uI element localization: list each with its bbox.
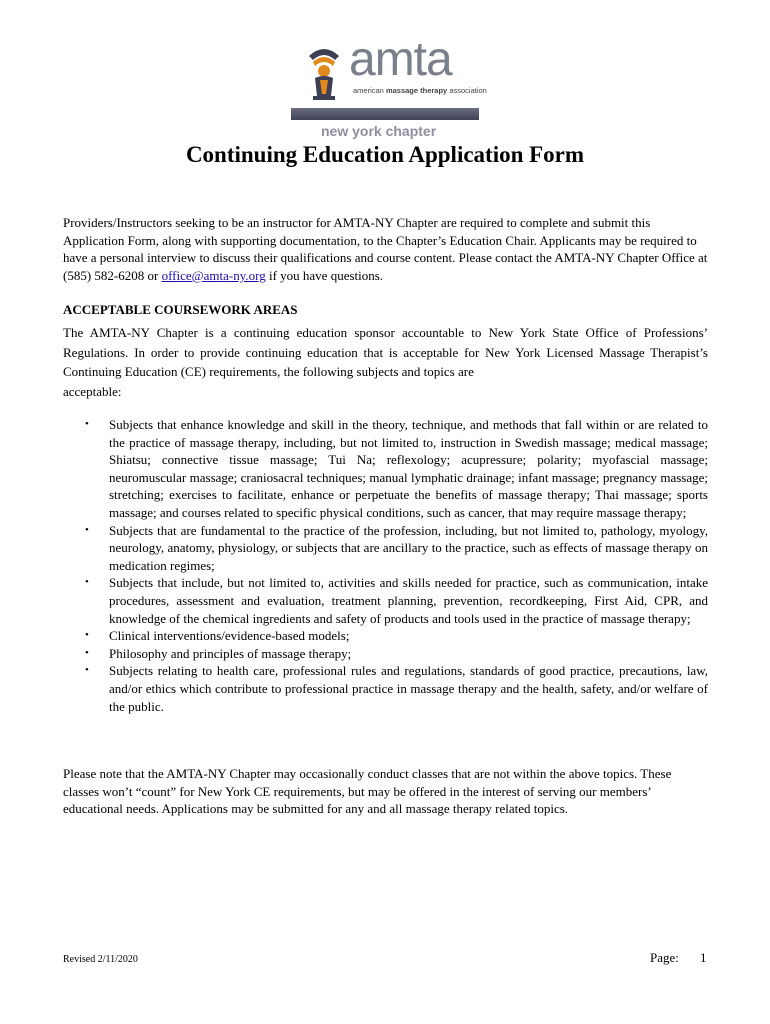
email-link[interactable]: office@amta-ny.org [161,267,266,283]
coursework-list [81,416,708,715]
logo-divider-bar [291,108,479,120]
bullet-icon: • [85,646,89,659]
note-paragraph: Please note that the AMTA-NY Chapter may occasionally conduct classes that are not within the above topics. These classes won’t “count” for New York CE requirements, but may be offered in the interest of serving our members’ educational needs. Applications may be submitted for any and all massage therapy related topics. [63,766,672,817]
bullet-icon: • [85,629,89,642]
chapter-name: new york chapter [321,123,437,139]
list-item: • Philosophy and principles of massage therapy; [85,645,352,661]
revision-date: Revised 2/11/2020 [63,954,138,965]
section-heading: ACCEPTABLE COURSEWORK AREAS [63,302,298,317]
logo-tagline: american massage therapy association [353,86,487,95]
list-item: • Clinical interventions/evidence-based models; [85,628,350,644]
bullet-icon: • [85,418,89,430]
list-item: • Subjects that include, but not limited to, activities and skills needed for practice, such as communication, intake procedures, assessment and evaluation, treatment planning, prevention, recordkeeping, First Aid, CPR, and knowledge of the chemical ingredients and safety of products and tools used in the practice of massage therapy; [85,575,708,626]
amta-emblem-icon [303,44,345,102]
list-item: • Subjects that are fundamental to the practice of the profession, including, but not limited to, pathology, myology, neurology, anatomy, physiology, or subjects that are ancillary to the practice, such as effects of massage therapy on medication regimes; [85,522,708,573]
page-title: Continuing Education Application Form [185,142,585,167]
page-number: 1 [700,950,707,965]
logo-wordmark: amta [349,33,452,86]
bullet-icon: • [85,664,89,677]
list-item: • Subjects relating to health care, professional rules and regulations, standards of good practice, precautions, law, and/or ethics which contribute to professional practice in massage therapy and the health, safety, and/or welfare of the public. [85,663,708,714]
section-paragraph: The AMTA-NY Chapter is a continuing education sponsor accountable to New York State Office of Professions’ Regulations. In order to provide continuing education that is acceptable for New York Licensed Massage Therapist’s Continuing Education (CE) requirements, the following subjects and topics are acceptable: [63,325,708,399]
amta-logo [303,33,493,102]
list-item: • Subjects that enhance knowledge and skill in the theory, technique, and methods that fall within or are related to the practice of massage therapy, including, but not limited to, instruction in Swedish massage; medical massage; Shiatsu; connective tissue massage; Tui Na; reflexology; acupressure; polarity; myofascial massage; neuromuscular massage; craniosacral techniques; manual lymphatic drainage; infant massage; pregnancy massage; stretching; exercises to facilitate, enhance or perpetuate the benefits of massage therapy; Thai massage; sports massage; and courses related to specific physical conditions, such as cancer, that may require massage therapy; [85,417,708,520]
bullet-icon: • [85,523,89,536]
page-label: Page: [650,950,679,965]
bullet-icon: • [85,576,89,589]
intro-paragraph: Providers/Instructors seeking to be an instructor for AMTA-NY Chapter are required to complete and submit this Application Form, along with supporting documentation, to the Chapter’s Education Chair. Applicants may be required to have a personal interview to discuss their qualifications and course content. Please contact the AMTA-NY Chapter Office at (585) 582-6208 or office@amta-ny.org if you have questions. [63,215,708,283]
